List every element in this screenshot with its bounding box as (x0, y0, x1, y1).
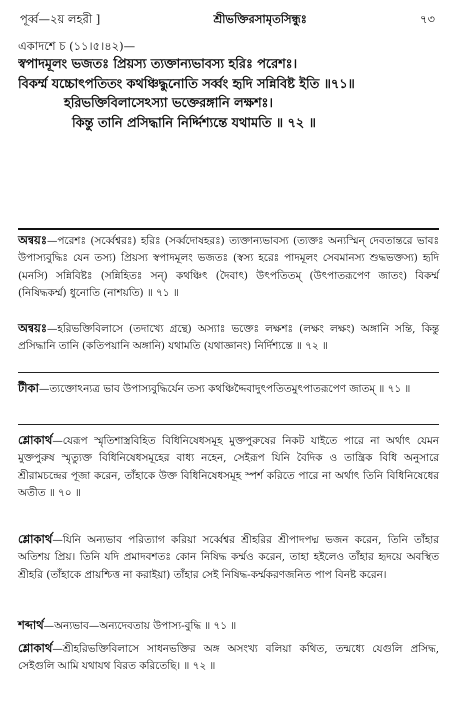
section-divider (18, 228, 439, 230)
slokartha-paragraph-71 (18, 531, 439, 584)
shabdartha-label: শব্দার্থ (18, 618, 44, 632)
tika-text: —ত্যক্তোঽন্যত্র ভাব উপাস্যবুদ্ধির্যেন তস্য কথঞ্চিদ্দৈবাদুৎপতিতমুৎপাতরূপেণ জাতম্ ॥ ৭১ ॥ (38, 383, 411, 395)
anvaya-paragraph (18, 232, 439, 302)
page-number: ৭৩ (420, 11, 435, 26)
slokartha-label: শ্লোকার্থ (18, 641, 53, 655)
slokartha-text: —শ্রীহরিভক্তিবিলাসে সাধনভক্তির অঙ্গ অসংখ্য বলিয়া কথিত, তন্মধ্যে যেগুলি প্রসিদ্ধ, সেইগুলি আমি যথাযথ বিরত করিতেছি। ॥ ৭২ ॥ (18, 643, 439, 673)
page-header (20, 10, 435, 30)
slokartha-paragraph-72 (18, 640, 439, 676)
shabdartha-paragraph (18, 617, 439, 635)
slokartha-text: —যেরূপ স্মৃতিশাস্ত্রবিহিত বিধিনিষেধসমূহ মুক্তপুরুষের নিকট যাইতে পারে না অর্থাৎ যেমন মুক্তপুরুষ স্মৃত্যুক্ত বিধিনিষেধসমূহের বাধ্য নহেন, সেইরূপ যিনি বৈদিক ও তান্ত্রিক বিধি অনুসারে শ্রীরামচন্দ্রের পূজা করেন, তাঁহাকে উক্ত বিধিনিষেধসমূহ স্পর্শ করিতে পারে না অর্থাৎ তিনি বিধিনিষেধের অতীত ॥ ৭০ ॥ (18, 435, 439, 499)
shabdartha-text: —অন্যভাব—অন্যদেবতায় উপাস্য-বুদ্ধি ॥ ৭১ ॥ (43, 620, 237, 632)
anvaya-label: অন্বয়ঃ (18, 233, 47, 247)
slokartha-label: শ্লোকার্থ (18, 532, 53, 546)
slokartha-text: —যিনি অন্যভাব পরিত্যাগ করিয়া সর্ব্বেশ্বর শ্রীহরির শ্রীপাদপদ্ম ভজন করেন, তিনি তাঁহার অতিশয় প্রিয়। তিনি যদি প্রমাদবশতঃ কোন নিষিদ্ধ কর্ম্মও করেন, তাহা হইলেও তাঁহার হৃদয়ে অবস্থিত শ্রীহরি (তাঁহাকে প্রায়শ্চিত্ত না করাইয়া) তাঁহার সেই নিষিদ্ধ-কর্ম্মকরণজনিত পাপ বিনষ্ট করেন। (18, 534, 439, 581)
anvaya-text: —পরেশঃ (সর্ব্বেশ্বরঃ) হরিঃ (সর্ব্বদোষহরঃ) ত্যক্তান্যভাবস্য (ত্যক্তঃ অন্যস্মিন্ দেবতান্তরে ভাবঃ উপাস্যবুদ্ধিঃ যেন তস্য) প্রিয়স্য স্বপাদমূলং ভজতঃ (স্বস্য হরেঃ পাদমূলং সেবমানস্য শুদ্ধভক্তস্য) হৃদি (মনসি) সন্নিবিষ্টঃ (সন্নিহিতঃ সন্) কথঞ্চিৎ (দৈবাৎ) উৎপতিতম্ (উৎপাতরূপেণ জাতং) বিকর্ম্ম (নিষিদ্ধকর্ম্ম) ধুনোতি (নাশয়তি) ॥ ৭১ ॥ (18, 235, 439, 299)
section-divider (18, 424, 439, 425)
verse-line-3: হরিভক্তিবিলাসেঽস্যা ভক্তেরঙ্গানি লক্ষশঃ। (64, 96, 273, 111)
tika-paragraph (18, 380, 439, 398)
slokartha-paragraph-70 (18, 432, 439, 502)
tika-label: টীকা (18, 381, 39, 395)
section-divider (18, 372, 439, 373)
header-title: শ্রীভক্তিরসামৃতসিন্ধুঃ (213, 11, 307, 26)
anuvada-paragraph (18, 320, 439, 356)
verse-reference: একাদশে চ (১১।৫।৪২)— (18, 39, 136, 53)
verse-line-2: বিকর্ম্ম যচ্চোৎপতিতং কথঞ্চিদ্ধুনোতি সর্ব্বং হৃদি সন্নিবিষ্ট ইতি ॥৭১॥ (18, 76, 355, 92)
sanskrit-verse (18, 55, 439, 133)
anuvada-label: অন্বয়ঃ (18, 321, 47, 335)
verse-line-4: কিন্তু তানি প্রসিদ্ধানি নির্দ্দিশ্যন্তে যথামতি ॥ ৭২ ॥ (72, 115, 316, 131)
header-section: পূর্ব্ব—২য় লহরী ] (20, 11, 101, 26)
verse-line-1: স্বপাদমূলং ভজতঃ প্রিয়স্য ত্যক্তান্যভাবস্য হরিঃ পরেশঃ। (18, 57, 298, 72)
anuvada-text: —হরিভক্তিবিলাসে (তদাখ্যে গ্রন্থে) অস্যাঃ ভক্তেঃ লক্ষশঃ (লক্ষং লক্ষং) অঙ্গানি সন্তি, কিন্তু প্রসিদ্ধানি তানি (কতিপয়ানি অঙ্গানি) যথামতি (যথাজ্ঞানং) নির্দিশ্যন্তে ॥ ৭২ ॥ (18, 323, 439, 353)
slokartha-label: শ্লোকার্থ (18, 433, 53, 447)
